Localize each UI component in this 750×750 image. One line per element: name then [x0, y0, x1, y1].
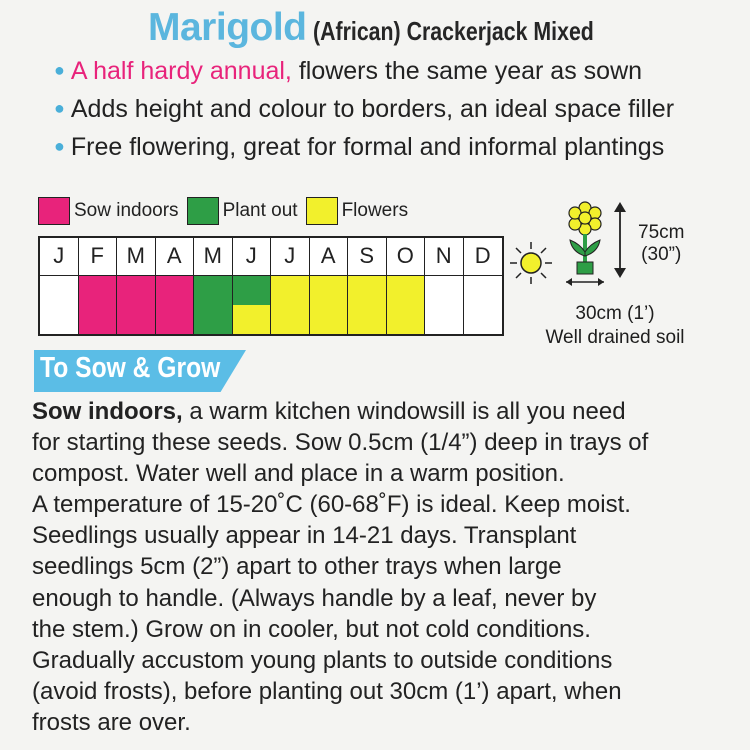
instruction-line [32, 396, 732, 427]
feature-text: Free flowering, great for formal and informal plantings [70, 133, 665, 161]
instruction-line: for starting these seeds. Sow 0.5cm (1/4”) deep in trays of [32, 429, 649, 457]
calendar-month-cell [194, 276, 233, 334]
calendar-month-cell [464, 276, 503, 334]
calendar-period-bottom [40, 305, 78, 334]
calendar-month-label: A [156, 238, 195, 276]
instruction-line: Gradually accustom young plants to outside conditions [32, 646, 613, 674]
calendar-month-cell [79, 276, 118, 334]
title [148, 6, 655, 50]
height-label [638, 222, 684, 266]
instruction-line: the stem.) Grow on in cooler, but not cold conditions. [32, 615, 591, 643]
calendar-period-top [117, 276, 155, 305]
calendar-month-cell [425, 276, 464, 334]
calendar-period-top [194, 276, 232, 305]
feature-text: Adds height and colour to borders, an ideal space filler [70, 95, 675, 123]
calendar-month-label: J [271, 238, 310, 276]
instruction-line: seedlings 5cm (2”) apart to other trays when large [32, 553, 562, 581]
height-metric: 75cm [638, 222, 685, 243]
calendar-period-bottom [79, 305, 117, 334]
feature-text: flowers the same year as sown [291, 57, 643, 85]
legend-label: Sow indoors [74, 200, 179, 221]
feature-highlight: A half hardy annual, [70, 57, 292, 85]
height-arrow-icon [612, 200, 628, 280]
bullet-dot-icon: ● [54, 136, 65, 156]
calendar-legend [38, 197, 416, 225]
soil-type: Well drained soil [545, 327, 685, 348]
calendar-period-top [233, 276, 271, 305]
spread-value: 30cm (1’) [575, 303, 655, 324]
calendar-period-top [348, 276, 386, 305]
instructions [32, 396, 732, 738]
calendar-month-label: A [310, 238, 349, 276]
calendar-month-cell [117, 276, 156, 334]
calendar-month-cell [233, 276, 272, 334]
calendar-month-label: J [233, 238, 272, 276]
calendar-period-top [271, 276, 309, 305]
instruction-text: a warm kitchen windowsill is all you need [182, 398, 626, 425]
calendar-month-label: N [425, 238, 464, 276]
calendar-month-label: S [348, 238, 387, 276]
height-imperial: (30”) [641, 244, 682, 265]
calendar-period-top [464, 276, 503, 305]
sowing-calendar [38, 236, 504, 336]
calendar-month-label: F [79, 238, 118, 276]
feature-item [54, 52, 674, 90]
title-subtitle: (African) Crackerjack Mixed [312, 16, 594, 46]
bullet-dot-icon: ● [54, 98, 65, 118]
calendar-period-top [425, 276, 463, 305]
bullet-dot-icon: ● [54, 60, 65, 80]
legend-swatch [306, 197, 338, 225]
calendar-period-top [310, 276, 348, 305]
instruction-line: (avoid frosts), before planting out 30cm (1’) apart, when [32, 677, 622, 705]
feature-item [54, 90, 674, 128]
spread-label [530, 302, 700, 350]
legend-label: Flowers [341, 200, 409, 221]
legend-label: Plant out [222, 200, 298, 221]
calendar-period-bottom [156, 305, 194, 334]
calendar-period-bottom [348, 305, 386, 334]
calendar-month-cell [271, 276, 310, 334]
calendar-month-cell [310, 276, 349, 334]
calendar-period-bottom [271, 305, 309, 334]
calendar-month-label: M [194, 238, 233, 276]
feature-item [54, 128, 674, 166]
calendar-month-label: D [464, 238, 503, 276]
instruction-line: compost. Water well and place in a warm position. [32, 460, 565, 488]
calendar-month-label: O [387, 238, 426, 276]
calendar-period-top [79, 276, 117, 305]
calendar-period-bottom [233, 305, 271, 334]
calendar-period-top [40, 276, 78, 305]
calendar-month-cell [40, 276, 79, 334]
title-main: Marigold [148, 6, 307, 49]
calendar-period-bottom [425, 305, 463, 334]
calendar-period-bottom [387, 305, 425, 334]
calendar-month-cell [156, 276, 195, 334]
legend-swatch [38, 197, 70, 225]
legend-flowers [306, 197, 409, 225]
feature-list [54, 52, 674, 166]
calendar-period-bottom [310, 305, 348, 334]
legend-sow-indoors [38, 197, 179, 225]
calendar-period-bottom [117, 305, 155, 334]
legend-plant-out [187, 197, 298, 225]
instruction-lead: Sow indoors, [32, 398, 183, 425]
calendar-period-top [156, 276, 194, 305]
calendar-month-cell [348, 276, 387, 334]
plant-icon [560, 200, 610, 290]
calendar-period-top [387, 276, 425, 305]
legend-swatch [187, 197, 219, 225]
instruction-line: enough to handle. (Always handle by a leaf, never by [32, 584, 597, 612]
calendar-period-bottom [194, 305, 232, 334]
section-heading: To Sow & Grow [40, 352, 221, 384]
instruction-line: A temperature of 15-20˚C (60-68˚F) is ideal. Keep moist. [32, 491, 631, 519]
calendar-month-cell [387, 276, 426, 334]
instruction-line: Seedlings usually appear in 14-21 days. Transplant [32, 522, 577, 550]
instruction-line: frosts are over. [32, 708, 191, 736]
calendar-month-label: M [117, 238, 156, 276]
sun-icon [508, 240, 554, 286]
calendar-period-bottom [464, 305, 503, 334]
calendar-month-label: J [40, 238, 79, 276]
